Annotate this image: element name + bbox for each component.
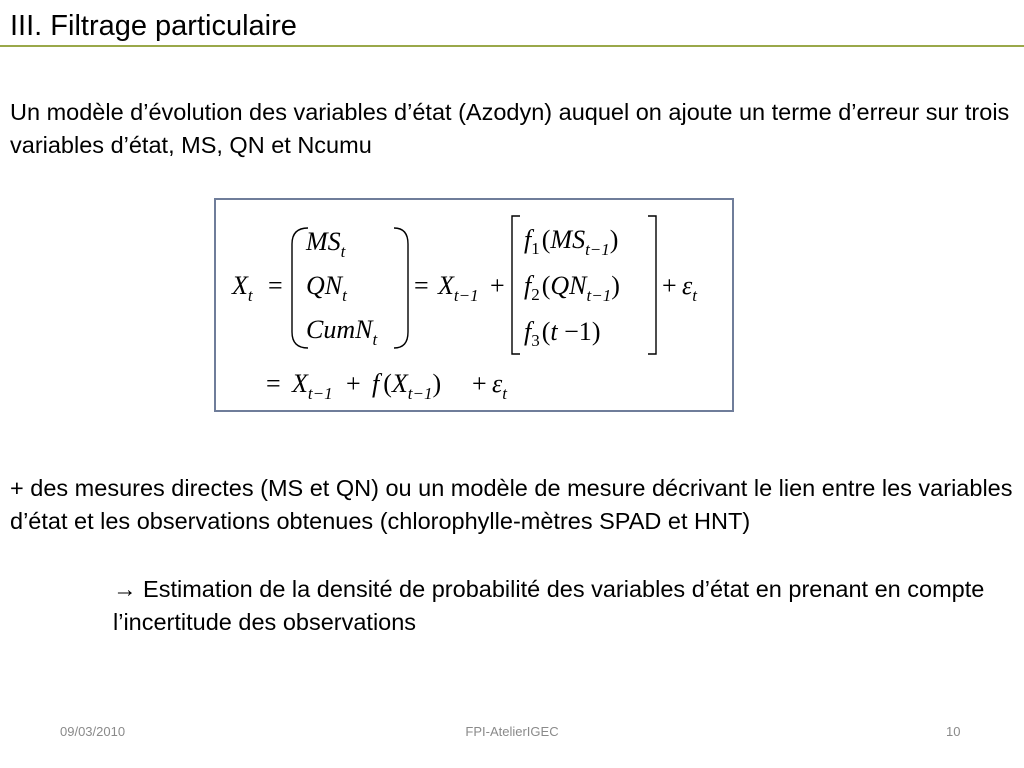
intro-paragraph: Un modèle d’évolution des variables d’état (Azodyn) auquel on ajoute un terme d’erreur sur trois variables d’état, MS, QN et Ncumu: [10, 99, 1010, 158]
eq-plus-4: +: [472, 369, 487, 398]
function-left-bracket: [512, 216, 520, 354]
function-f1: f1(MSt−1): [524, 225, 619, 259]
compact-error-term: εt: [492, 369, 507, 403]
conclusion-paragraph: → Estimation de la densité de probabilité des variables d’état en prenant en compte l’incertitude des observations: [113, 576, 985, 635]
vector-entry-ms: MSt: [306, 227, 346, 261]
measures-paragraph: + des mesures directes (MS et QN) ou un modèle de mesure décrivant le lien entre les variables d’état et les observations obtenues (chlorophylle-mètres SPAD et HNT): [10, 475, 1013, 534]
function-f2: f2(QNt−1): [524, 271, 620, 305]
state-equation: [216, 200, 736, 414]
vector-entry-cumn: CumNt: [306, 315, 378, 349]
vector-entry-qn: QNt: [306, 271, 347, 305]
title-underline: [0, 45, 1024, 47]
slide-title: III. Filtrage particulaire: [10, 10, 297, 42]
eq-prev-state: Xt−1: [438, 271, 479, 305]
footer-date: 09/03/2010: [60, 724, 126, 739]
vector-right-paren: [394, 228, 408, 348]
eq-equals-1: =: [268, 271, 283, 300]
eq-plus-3: +: [346, 369, 361, 398]
equation-box: [214, 198, 734, 412]
footer-page-number: 10: [946, 724, 961, 739]
compact-function: f (Xt−1): [372, 369, 442, 403]
eq-lhs: Xt: [232, 271, 253, 305]
eq-plus-1: +: [490, 271, 505, 300]
function-right-bracket: [648, 216, 656, 354]
error-term: εt: [682, 271, 697, 305]
function-f3: f3(t −1): [524, 317, 601, 350]
footer-title: FPI-AtelierIGEC: [465, 724, 559, 739]
compact-prev-state: Xt−1: [292, 369, 333, 403]
eq-equals-2: =: [414, 271, 429, 300]
eq-plus-2: +: [662, 271, 677, 300]
eq-equals-3: =: [266, 369, 281, 398]
